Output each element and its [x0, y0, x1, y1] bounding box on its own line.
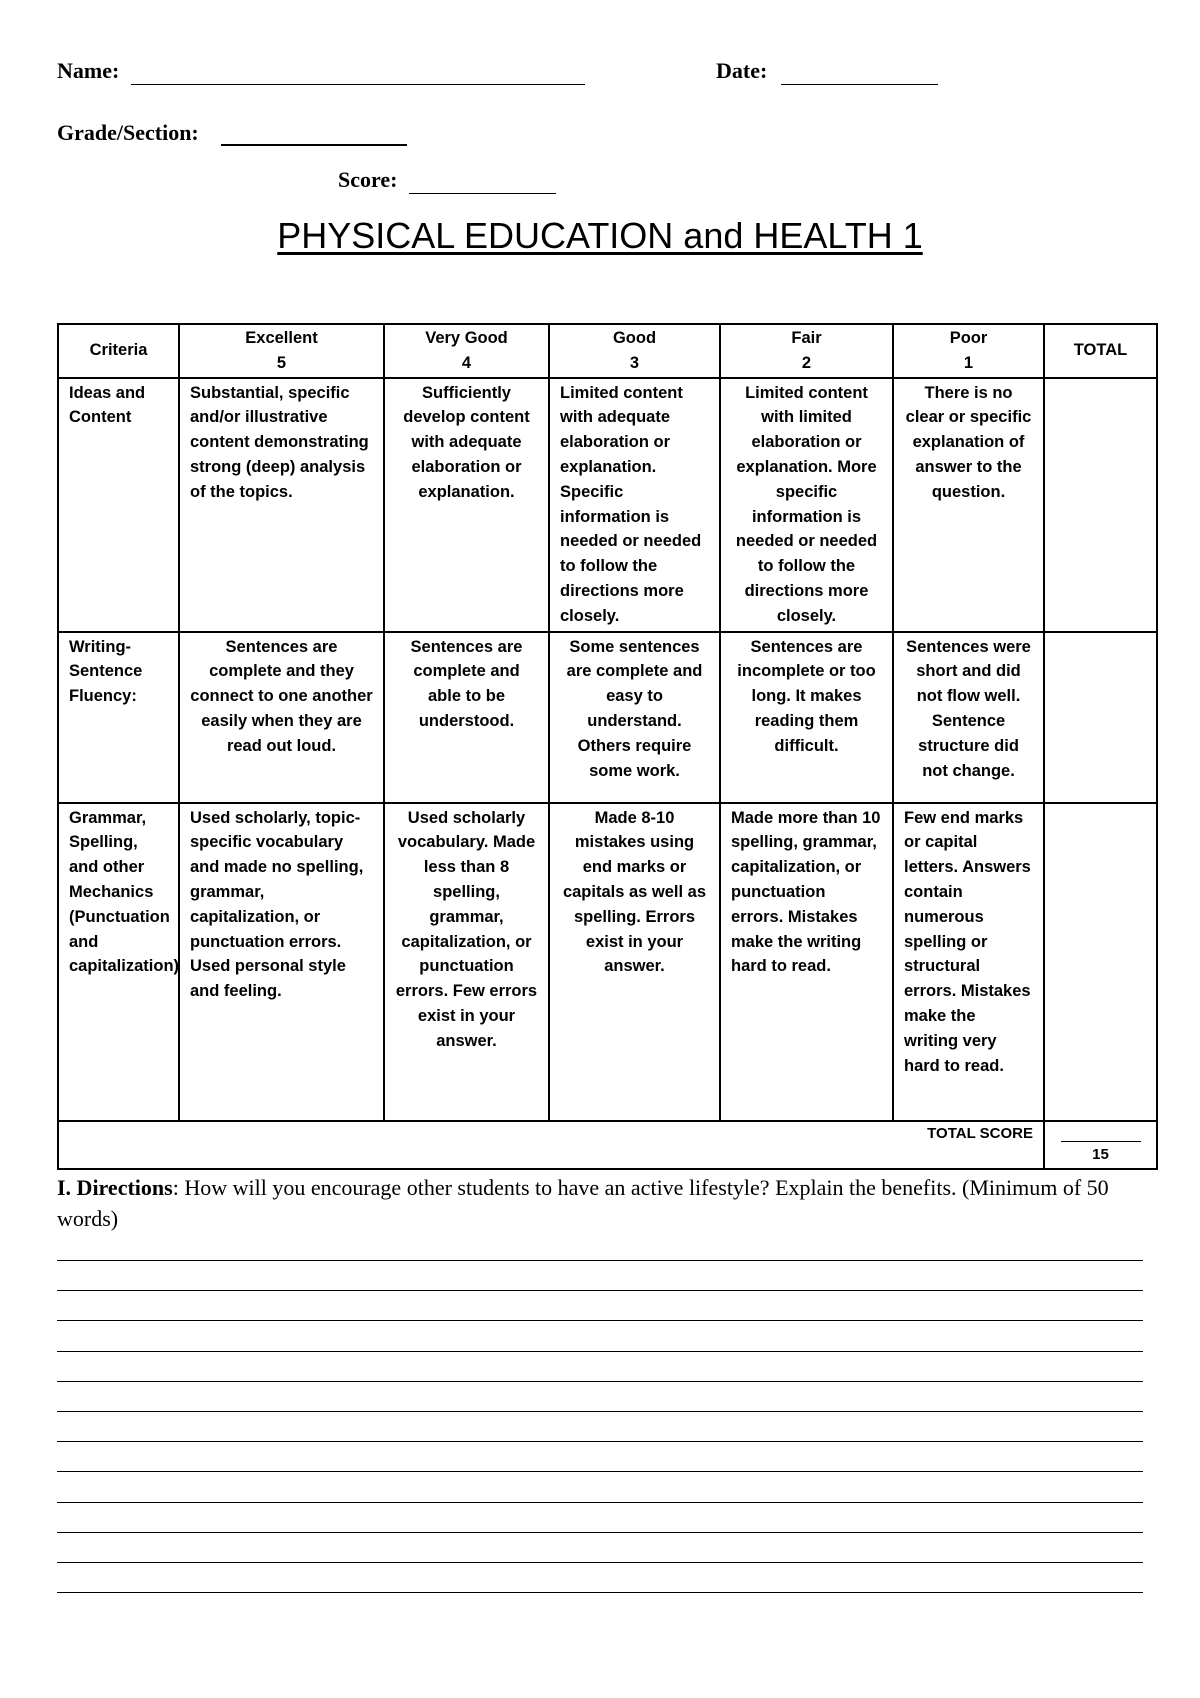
directions-label: I. Directions [57, 1175, 173, 1200]
column-header-criteria: Criteria [58, 324, 179, 378]
rubric-cell: Sentences are complete and able to be understood. [384, 632, 549, 803]
grade-section-field[interactable] [221, 144, 407, 146]
rubric-cell: Sentences are incomplete or too long. It makes reading them difficult. [720, 632, 893, 803]
total-cell[interactable] [1044, 378, 1157, 632]
answer-line[interactable] [57, 1351, 1143, 1352]
answer-line[interactable] [57, 1471, 1143, 1472]
date-field[interactable] [781, 84, 938, 85]
date-label: Date: [716, 58, 768, 83]
answer-area[interactable] [57, 1260, 1143, 1622]
rubric-cell: Some sentences are complete and easy to understand. Others require some work. [549, 632, 720, 803]
directions [57, 1172, 1157, 1234]
criteria-cell: Grammar, Spelling, and other Mechanics (Punctuation and capitalization) [58, 803, 179, 1121]
rubric-header-row [58, 324, 1157, 378]
answer-line[interactable] [57, 1411, 1143, 1412]
answer-line[interactable] [57, 1260, 1143, 1261]
criteria-cell: Writing-Sentence Fluency: [58, 632, 179, 803]
answer-line[interactable] [57, 1532, 1143, 1533]
rubric-row-fluency [58, 632, 1157, 803]
criteria-cell: Ideas and Content [58, 378, 179, 632]
rubric-cell: Used scholarly, topic-specific vocabulary and made no spelling, grammar, capitalization, or punctuation errors. Used personal style and feeling. [179, 803, 384, 1121]
answer-line[interactable] [57, 1562, 1143, 1563]
answer-line[interactable] [57, 1381, 1143, 1382]
grade-section-label: Grade/Section: [57, 120, 199, 145]
column-header-good: Good 3 [549, 324, 720, 378]
column-header-very-good: Very Good 4 [384, 324, 549, 378]
rubric-cell: Made 8-10 mistakes using end marks or capitals as well as spelling. Errors exist in your answer. [549, 803, 720, 1121]
answer-line[interactable] [57, 1502, 1143, 1503]
page-title: PHYSICAL EDUCATION and HEALTH 1 [277, 215, 923, 256]
score-field[interactable] [409, 193, 556, 194]
rubric-cell: Sentences are complete and they connect to one another easily when they are read out loud. [179, 632, 384, 803]
rubric-cell: Limited content with limited elaboration or explanation. More specific information is needed or needed to follow the directions more closely. [720, 378, 893, 632]
rubric-row-grammar [58, 803, 1157, 1121]
score-label: Score: [338, 167, 398, 192]
total-cell[interactable] [1044, 803, 1157, 1121]
answer-line[interactable] [57, 1592, 1143, 1593]
rubric-cell: Few end marks or capital letters. Answers contain numerous spelling or structural errors. Mistakes make the writing very hard to read. [893, 803, 1044, 1121]
total-score-label: TOTAL SCORE [58, 1121, 1044, 1169]
rubric-cell: Limited content with adequate elaboration or explanation. Specific information is needed or needed to follow the directions more closely. [549, 378, 720, 632]
rubric-cell: Used scholarly vocabulary. Made less than 8 spelling, grammar, capitalization, or punctuation errors. Few errors exist in your answer. [384, 803, 549, 1121]
total-cell[interactable] [1044, 632, 1157, 803]
answer-line[interactable] [57, 1290, 1143, 1291]
rubric-cell: Sentences were short and did not flow well. Sentence structure did not change. [893, 632, 1044, 803]
name-label: Name: [57, 58, 120, 83]
answer-line[interactable] [57, 1441, 1143, 1442]
column-header-total: TOTAL [1044, 324, 1157, 378]
rubric-cell: Substantial, specific and/or illustrative content demonstrating strong (deep) analysis of the topics. [179, 378, 384, 632]
total-score-row [58, 1121, 1157, 1169]
directions-text: : How will you encourage other students to have an active lifestyle? Explain the benefits. (Minimum of 50 words) [57, 1175, 1109, 1231]
rubric-cell: Sufficiently develop content with adequate elaboration or explanation. [384, 378, 549, 632]
answer-line[interactable] [57, 1320, 1143, 1321]
rubric-table [57, 323, 1158, 1170]
rubric-cell: There is no clear or specific explanation of answer to the question. [893, 378, 1044, 632]
rubric-cell: Made more than 10 spelling, grammar, capitalization, or punctuation errors. Mistakes make the writing hard to read. [720, 803, 893, 1121]
rubric-row-ideas [58, 378, 1157, 632]
column-header-fair: Fair 2 [720, 324, 893, 378]
total-score-value[interactable]: 15 [1044, 1121, 1157, 1169]
name-field[interactable] [131, 84, 585, 85]
column-header-excellent: Excellent 5 [179, 324, 384, 378]
column-header-poor: Poor 1 [893, 324, 1044, 378]
